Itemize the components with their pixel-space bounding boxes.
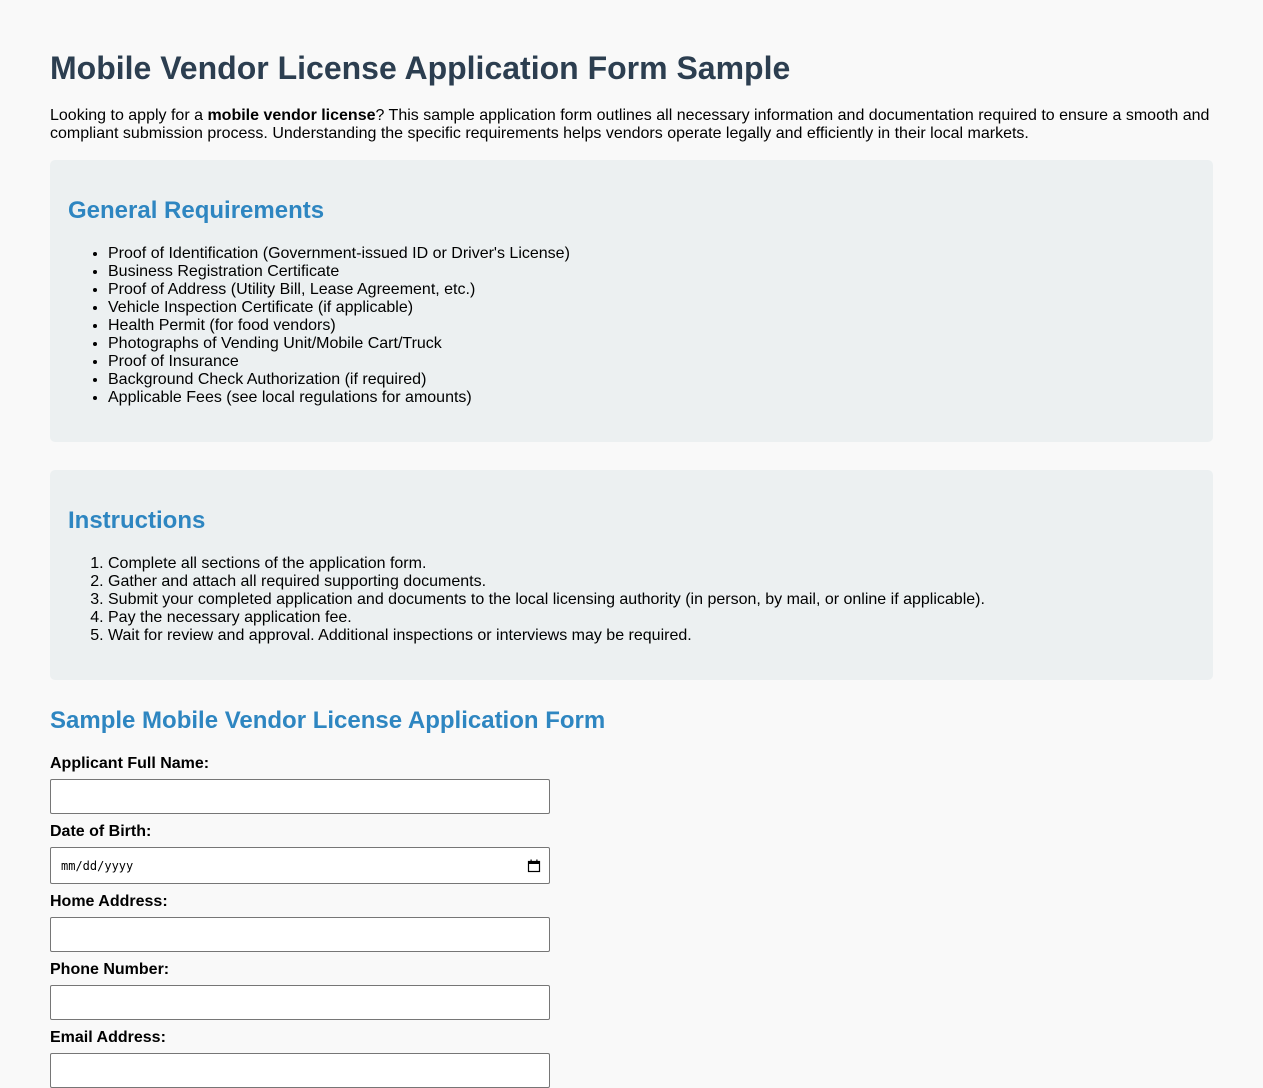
- home-address-input[interactable]: [50, 917, 550, 952]
- requirement-item: • Vehicle Inspection Certificate (if applicable): [108, 299, 570, 317]
- general-requirements-section: [50, 160, 1213, 442]
- instructions-list: [68, 555, 985, 645]
- intro-text-end: ? This sample application form outlines all necessary information and documentation required to ensure a smooth and compliant submission process. Understanding the specific requirements helps vendors operate legally and efficiently in their local markets.: [50, 107, 1210, 142]
- requirement-item: • Background Check Authorization (if required): [108, 371, 570, 389]
- instruction-step: 5. Wait for review and approval. Additional inspections or interviews may be required.: [108, 627, 985, 645]
- email-address-input[interactable]: [50, 1053, 550, 1088]
- intro-paragraph: [50, 107, 1213, 143]
- home-address-label: Home Address:: [50, 893, 168, 910]
- page-title: Mobile Vendor License Application Form Sample: [50, 50, 791, 86]
- date-of-birth-placeholder: mm/dd/yyyy: [61, 858, 134, 873]
- instructions-heading: Instructions: [68, 507, 206, 534]
- intro-bold-text: mobile vendor license: [207, 107, 376, 124]
- phone-number-input[interactable]: [50, 985, 550, 1020]
- instruction-step: 1. Complete all sections of the application form.: [108, 555, 985, 573]
- date-of-birth-label: Date of Birth:: [50, 823, 152, 840]
- requirement-item: • Proof of Identification (Government-issued ID or Driver's License): [108, 245, 570, 263]
- requirements-list: [68, 245, 570, 407]
- requirement-item: • Business Registration Certificate: [108, 263, 570, 281]
- requirement-item: • Proof of Address (Utility Bill, Lease Agreement, etc.): [108, 281, 570, 299]
- instruction-step: 3. Submit your completed application and documents to the local licensing authority (in person, by mail, or online if applicable).: [108, 591, 985, 609]
- phone-number-label: Phone Number:: [50, 961, 170, 978]
- date-of-birth-input[interactable]: [50, 847, 550, 884]
- instruction-step: 4. Pay the necessary application fee.: [108, 609, 985, 627]
- email-address-label: Email Address:: [50, 1029, 166, 1046]
- instructions-section: [50, 470, 1213, 680]
- form-heading: Sample Mobile Vendor License Application Form: [50, 707, 606, 734]
- calendar-icon[interactable]: [527, 859, 541, 873]
- intro-text-start: Looking to apply for a: [50, 107, 208, 124]
- requirements-heading: General Requirements: [68, 197, 325, 224]
- instruction-step: 2. Gather and attach all required supporting documents.: [108, 573, 985, 591]
- requirement-item: • Applicable Fees (see local regulations for amounts): [108, 389, 570, 407]
- requirement-item: • Proof of Insurance: [108, 353, 570, 371]
- full-name-label: Applicant Full Name:: [50, 755, 210, 772]
- requirement-item: • Health Permit (for food vendors): [108, 317, 570, 335]
- full-name-input[interactable]: [50, 779, 550, 814]
- requirement-item: • Photographs of Vending Unit/Mobile Cart/Truck: [108, 335, 570, 353]
